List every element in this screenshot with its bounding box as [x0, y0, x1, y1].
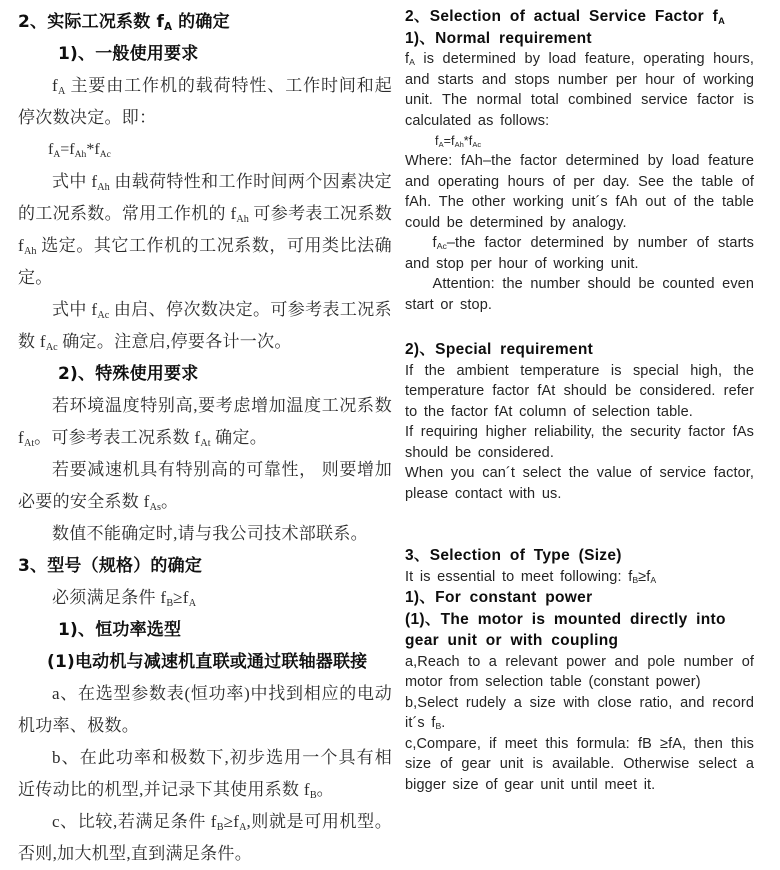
en-para-condition: It is essential to meet following: $f_B\ge f_A$ — [405, 568, 657, 585]
cn-para-fah-explanation: 式中 $f_{Ah}$ 由载荷特性和工作时间两个因素决定的工况系数。常用工作机的 $f_{Ah}$ 可参考表工况系数 $f_{Ah}$ 选定。其它工作机的工况系数，可用类比法确定。 — [18, 172, 392, 287]
cn-heading-constant-power: 1)、恒功率选型 — [58, 620, 182, 640]
en-heading-service-factor: 2、Selection of actual Service Factor $f_A$ — [405, 8, 725, 26]
section-gap — [405, 504, 754, 545]
cn-para-condition: 必须满足条件 $f_B\ge f_A$ — [52, 588, 197, 609]
en-para-attention: Attention: the number should be counted even start or stop. — [405, 276, 754, 313]
en-para-temperature-factor: If the ambient temperature is special high, the temperature factor fAt should be considered. refer to the factor fAt column of selection table. — [405, 362, 754, 420]
en-para-fa-definition: $f_A$ is determined by load feature, operating hours, and starts and stops number per hour of working unit. The normal total combined service factor is calculated as follows: — [405, 51, 754, 129]
en-formula-service-factor: $f_A=f_{Ah}*f_{Ac}$ — [435, 134, 482, 150]
cn-para-temperature-factor: 若环境温度特别高,要考虑增加温度工况系数 $f_{At}$。可参考表工况系数 $f_{At}$ 确定。 — [18, 396, 392, 449]
en-para-contact: When you can´t select the value of service factor, please contact with us. — [405, 465, 754, 502]
en-heading-motor-mounting: (1)、The motor is mounted directly into gear unit or with coupling — [405, 610, 726, 649]
en-heading-constant-power: 1)、For constant power — [405, 589, 593, 606]
en-para-step-b: b,Select rudely a size with close ratio, and record it´s $f_B$. — [405, 694, 754, 732]
cn-heading-type-selection: 3、型号（规格）的确定 — [18, 556, 203, 576]
cn-heading-special-requirement: 2)、特殊使用要求 — [58, 364, 199, 384]
en-para-step-c: c,Compare, if meet this formula: fB ≥fA, then this size of gear unit is available. Otherwise select a bigger size of gear unit until meet it. — [405, 735, 754, 793]
en-heading-type-selection: 3、Selection of Type (Size) — [405, 547, 622, 564]
cn-para-security-factor: 若要减速机具有特别高的可靠性， 则要增加必要的安全系数 $f_{As}$。 — [18, 460, 392, 513]
cn-heading-service-factor: 2、实际工况系数 $f_A$ 的确定 — [18, 12, 230, 33]
en-para-security-factor: If requiring higher reliability, the security factor fAs should be considered. — [405, 424, 754, 461]
en-para-step-a: a,Reach to a relevant power and pole number of motor from selection table (constant power) — [405, 653, 754, 690]
cn-para-step-c: c、比较,若满足条件 $f_B\ge f_A$,则就是可用机型。否则,加大机型,直到满足条件。 — [18, 812, 393, 863]
en-para-fac-explanation: $f_{Ac}$–the factor determined by number of starts and stop per hour of working unit. — [405, 235, 754, 272]
cn-para-fac-explanation: 式中 $f_{Ac}$ 由启、停次数决定。可参考表工况系数 $f_{Ac}$ 确定。注意启,停要各计一次。 — [18, 300, 392, 353]
en-para-fah-explanation: Where: fAh–the factor determined by load feature and operating hours of per day. See the table of fAh. The other working unit´s fAh out of the table could be determined by analogy. — [405, 153, 754, 231]
cn-para-step-b: b、在此功率和极数下,初步选用一个具有相近传动比的机型,并记录下其使用系数 $f_B$。 — [18, 748, 392, 801]
section-gap — [405, 315, 754, 339]
chinese-column — [18, 6, 393, 863]
cn-heading-motor-mounting: (1)电动机与减速机直联或通过联轴器联接 — [47, 652, 368, 672]
cn-heading-normal-requirement: 1)、一般使用要求 — [58, 44, 199, 64]
cn-para-step-a: a、在选型参数表(恒功率)中找到相应的电动机功率、极数。 — [18, 684, 392, 735]
en-heading-normal-requirement: 1)、Normal requirement — [405, 29, 592, 47]
english-column — [405, 6, 754, 848]
cn-para-fa-definition: $f_A$ 主要由工作机的载荷特性、工作时间和起停次数决定。即： — [18, 76, 392, 127]
cn-formula-service-factor: $f_A=f_{Ah}*f_{Ac}$ — [48, 141, 111, 160]
cn-para-contact: 数值不能确定时,请与我公司技术部联系。 — [52, 524, 368, 543]
en-heading-special-requirement: 2)、Special requirement — [405, 341, 594, 358]
